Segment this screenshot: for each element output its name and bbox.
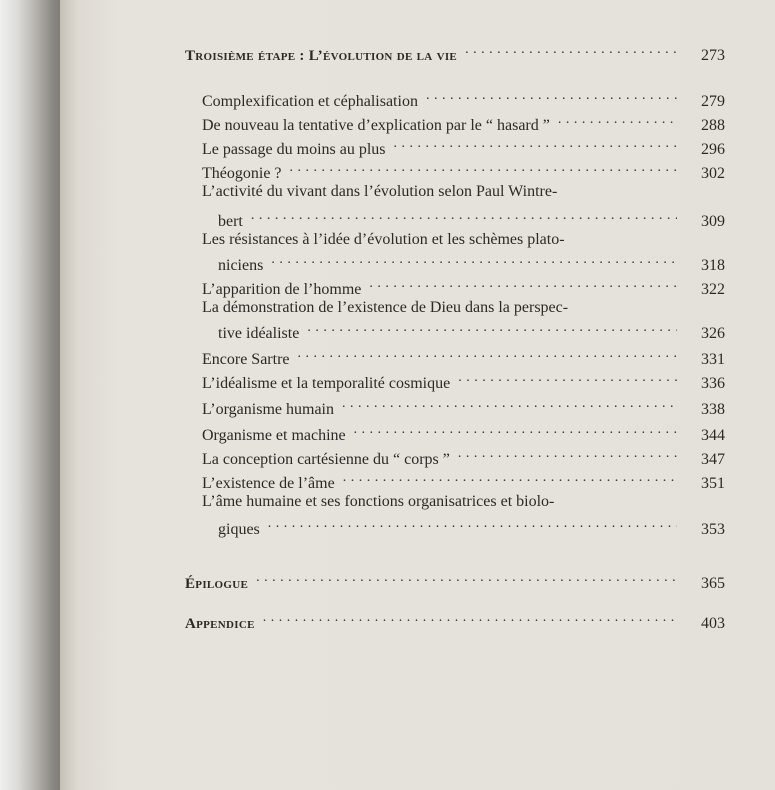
toc-entry-first-line: La démonstration de l’existence de Dieu dans la perspec- xyxy=(202,299,569,316)
dot-leader xyxy=(394,134,677,154)
dot-leader xyxy=(268,514,677,534)
page-number: 309 xyxy=(701,213,725,230)
table-of-contents xyxy=(60,0,775,790)
page-number: 353 xyxy=(701,521,725,538)
entry-title: Théogonie ? xyxy=(202,165,282,182)
entry-title-continuation: bert xyxy=(218,213,243,230)
entry-title: Encore Sartre xyxy=(202,351,290,368)
entry-title-continuation: giques xyxy=(218,521,260,538)
toc-entry-first-line: L’âme humaine et ses fonctions organisatrices et biolo- xyxy=(202,493,555,510)
toc-entry xyxy=(202,420,725,446)
toc-entry xyxy=(202,394,725,420)
dot-leader xyxy=(342,394,677,414)
book-page xyxy=(60,0,775,790)
toc-entry xyxy=(202,134,725,160)
page-number: 322 xyxy=(701,281,725,298)
page-number: 302 xyxy=(701,165,725,182)
dot-leader xyxy=(426,86,677,106)
page-number: 279 xyxy=(701,93,725,110)
dot-leader xyxy=(369,274,677,294)
page-number: 331 xyxy=(701,351,725,368)
toc-entry xyxy=(218,250,725,276)
toc-entry xyxy=(202,368,725,394)
page-number: 336 xyxy=(701,375,725,392)
dot-leader xyxy=(343,468,677,488)
toc-appendix xyxy=(185,608,725,634)
section-title: Troisième étape : L’évolution de la vie xyxy=(185,48,458,64)
toc-entry-first-line: L’activité du vivant dans l’évolution selon Paul Wintre- xyxy=(202,183,558,200)
dot-leader xyxy=(256,568,677,588)
dot-leader xyxy=(271,250,677,270)
toc-epilogue xyxy=(185,568,725,594)
entry-title: L’idéalisme et la temporalité cosmique xyxy=(202,375,451,392)
entry-title-continuation: niciens xyxy=(218,257,264,274)
page-number: 365 xyxy=(701,575,725,592)
dot-leader xyxy=(465,40,677,60)
page-number: 296 xyxy=(701,141,725,158)
page-number: 273 xyxy=(701,47,725,64)
dot-leader xyxy=(558,110,677,130)
toc-entry xyxy=(218,514,725,540)
toc-entry xyxy=(218,206,725,232)
toc-entry xyxy=(202,344,725,370)
dot-leader xyxy=(298,344,677,364)
toc-entry-first-line: Les résistances à l’idée d’évolution et les schèmes plato- xyxy=(202,231,565,248)
dot-leader xyxy=(251,206,677,226)
toc-entry xyxy=(202,444,725,470)
page-number: 338 xyxy=(701,401,725,418)
epilogue-title: Épilogue xyxy=(185,576,249,592)
toc-entry xyxy=(202,158,725,184)
dot-leader xyxy=(458,368,677,388)
dot-leader xyxy=(354,420,677,440)
toc-entry xyxy=(202,468,725,494)
page-number: 347 xyxy=(701,451,725,468)
dot-leader xyxy=(307,318,677,338)
page-number: 318 xyxy=(701,257,725,274)
entry-title: De nouveau la tentative d’explication par le “ hasard ” xyxy=(202,117,550,134)
entry-title-continuation: tive idéaliste xyxy=(218,325,300,342)
page-number: 288 xyxy=(701,117,725,134)
dot-leader xyxy=(263,608,677,628)
toc-entry xyxy=(202,274,725,300)
entry-title: Le passage du moins au plus xyxy=(202,141,386,158)
entry-title: L’organisme humain xyxy=(202,401,334,418)
entry-title: Organisme et machine xyxy=(202,427,346,444)
entry-title: La conception cartésienne du “ corps ” xyxy=(202,451,450,468)
entry-title: Complexification et céphalisation xyxy=(202,93,418,110)
dot-leader xyxy=(290,158,677,178)
page-number: 344 xyxy=(701,427,725,444)
toc-entry xyxy=(202,110,725,136)
appendix-title: Appendice xyxy=(185,616,255,632)
entry-title: L’existence de l’âme xyxy=(202,475,335,492)
page-number: 326 xyxy=(701,325,725,342)
dot-leader xyxy=(458,444,677,464)
toc-section-heading xyxy=(185,40,725,66)
page-number: 351 xyxy=(701,475,725,492)
entry-title: L’apparition de l’homme xyxy=(202,281,362,298)
page-number: 403 xyxy=(701,615,725,632)
toc-entry xyxy=(202,86,725,112)
toc-entry xyxy=(218,318,725,344)
